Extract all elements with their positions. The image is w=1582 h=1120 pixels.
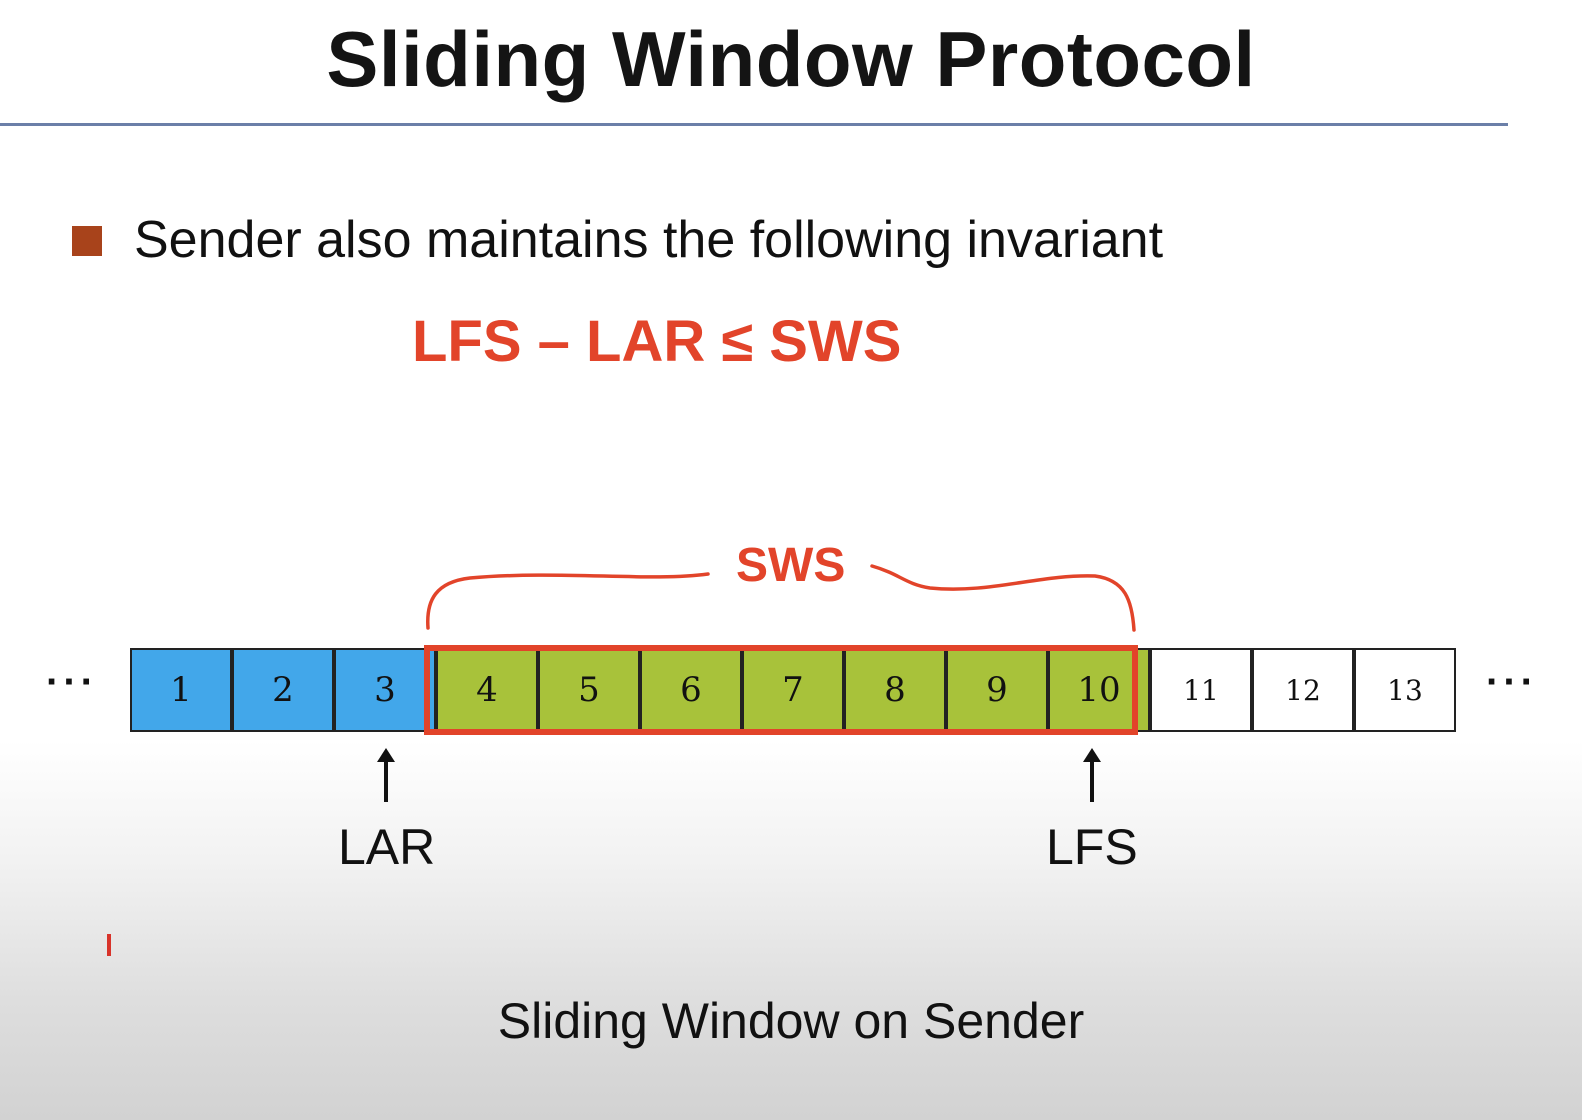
frame-cell: 7 <box>742 648 844 732</box>
frame-cell: 3 <box>334 648 436 732</box>
figure-caption: Sliding Window on Sender <box>497 993 1085 1049</box>
lfs-up-arrow-icon <box>1090 752 1094 802</box>
invariant-formula: LFS – LAR ≤ SWS <box>412 309 902 374</box>
lar-up-arrow-icon <box>384 752 388 802</box>
frame-cell: 1 <box>130 648 232 732</box>
ellipsis-left: ··· <box>46 660 98 704</box>
window-size-label: SWS <box>736 539 846 592</box>
frame-cell: 6 <box>640 648 742 732</box>
frame-cell: 12 <box>1252 648 1354 732</box>
frame-cell: 8 <box>844 648 946 732</box>
frame-cell: 5 <box>538 648 640 732</box>
lfs-label: LFS <box>1046 819 1138 875</box>
frame-cell: 11 <box>1150 648 1252 732</box>
slide-title: Sliding Window Protocol <box>326 15 1256 103</box>
frame-cell: 13 <box>1354 648 1456 732</box>
frame-cell: 2 <box>232 648 334 732</box>
frame-cell: 10 <box>1048 648 1150 732</box>
frame-cell: 9 <box>946 648 1048 732</box>
ellipsis-right: ··· <box>1486 660 1538 704</box>
text-cursor-icon <box>107 934 111 956</box>
lar-label: LAR <box>338 819 436 875</box>
bullet-text: Sender also maintains the following invariant <box>134 211 1164 269</box>
frame-cell: 4 <box>436 648 538 732</box>
